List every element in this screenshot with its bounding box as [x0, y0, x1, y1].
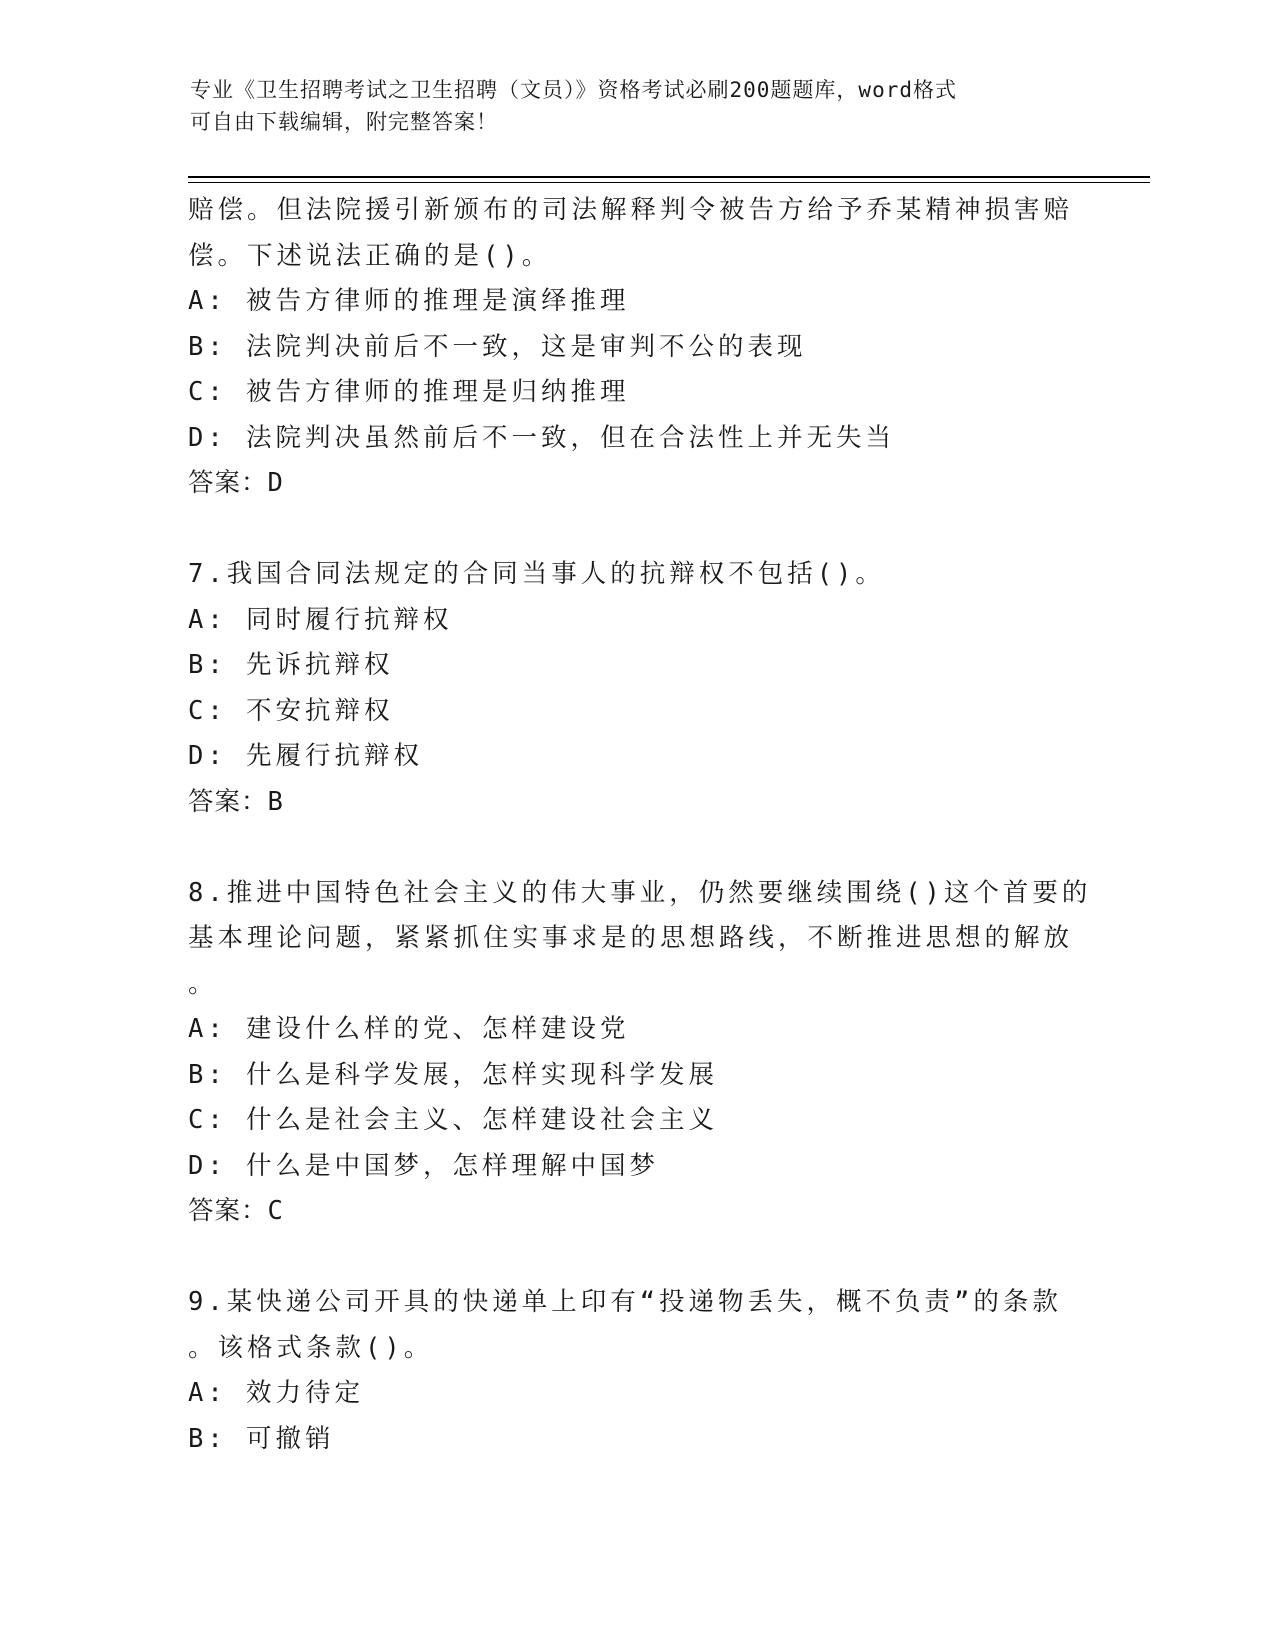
option-c: C: 不安抗辩权 — [188, 695, 394, 726]
option-b: B: 法院判决前后不一致，这是审判不公的表现 — [188, 331, 807, 362]
option-a: A: 同时履行抗辩权 — [188, 604, 453, 635]
option-c: C: 什么是社会主义、怎样建设社会主义 — [188, 1105, 719, 1135]
page-header — [190, 74, 1070, 138]
option-b: B: 可撤销 — [188, 1423, 335, 1454]
answer: 答案：D — [188, 468, 284, 498]
header-title-line-2: 可自由下载编辑，附完整答案！ — [190, 110, 498, 134]
question-stem: 。该格式条款()。 — [188, 1332, 434, 1363]
header-divider-thick — [188, 176, 1150, 178]
option-b: B: 先诉抗辩权 — [188, 650, 394, 680]
question-6 — [188, 188, 1074, 507]
option-d: D: 法院判决虽然前后不一致，但在合法性上并无失当 — [188, 422, 896, 453]
option-d: D: 先履行抗辩权 — [188, 741, 424, 771]
question-stem: 偿。下述说法正确的是()。 — [188, 240, 552, 271]
header-title-line-1: 专业《卫生招聘考试之卫生招聘（文员）》资格考试必刷200题题库，word格式 — [190, 78, 957, 102]
question-7 — [188, 552, 1068, 825]
header-divider-thin — [188, 182, 1150, 183]
question-stem: 赔偿。但法院援引新颁布的司法解释判令被告方给予乔某精神损害赔 — [188, 195, 1074, 225]
question-9 — [188, 1280, 1068, 1462]
answer: 答案：B — [188, 786, 284, 817]
question-stem: 。 — [188, 968, 218, 999]
question-stem: 基本理论问题，紧紧抓住实事求是的思想路线，不断推进思想的解放 — [188, 923, 1074, 953]
option-c: C: 被告方律师的推理是归纳推理 — [188, 377, 630, 407]
option-a: A: 效力待定 — [188, 1378, 365, 1408]
document-body — [188, 188, 1092, 1462]
question-stem: 9.某快递公司开具的快递单上印有“投递物丢失，概不负责”的条款 — [188, 1287, 1062, 1317]
option-d: D: 什么是中国梦，怎样理解中国梦 — [188, 1150, 660, 1181]
question-8 — [188, 871, 1092, 1235]
option-a: A: 被告方律师的推理是演绎推理 — [188, 286, 630, 316]
option-b: B: 什么是科学发展，怎样实现科学发展 — [188, 1059, 719, 1090]
answer: 答案：C — [188, 1196, 284, 1226]
question-stem: 8.推进中国特色社会主义的伟大事业，仍然要继续围绕()这个首要的 — [188, 877, 1092, 908]
option-a: A: 建设什么样的党、怎样建设党 — [188, 1014, 630, 1044]
question-stem: 7.我国合同法规定的合同当事人的抗辩权不包括()。 — [188, 559, 885, 589]
